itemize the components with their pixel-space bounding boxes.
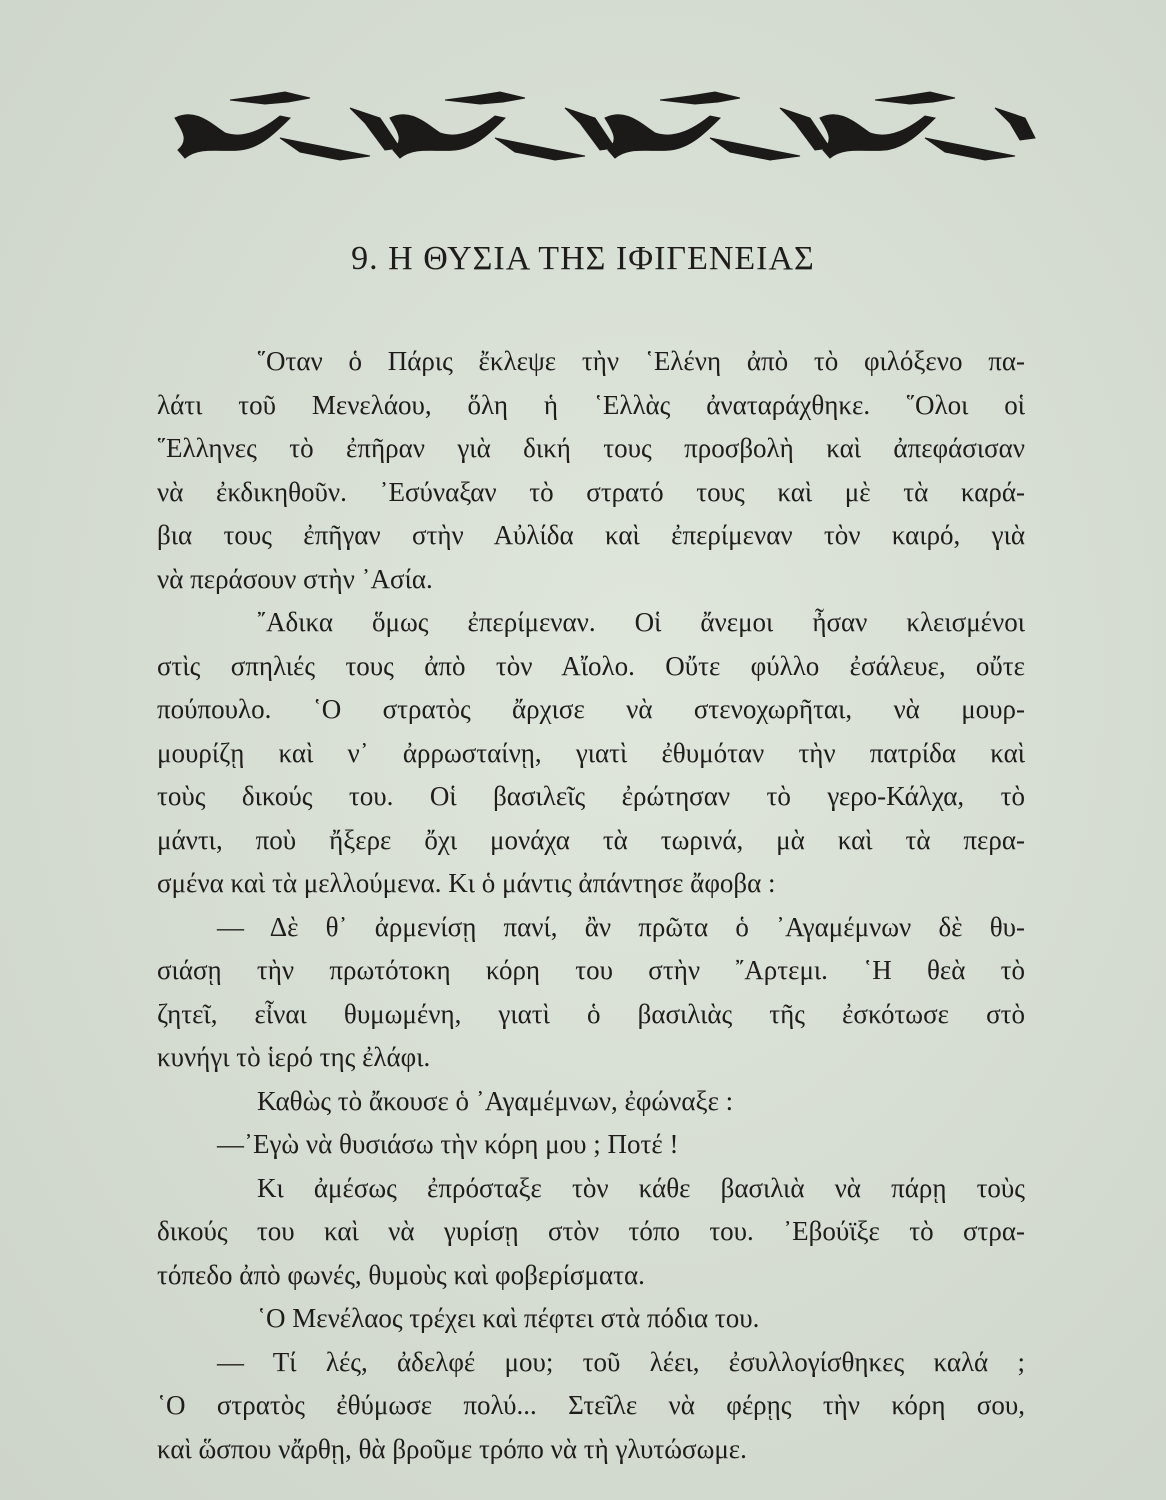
- text-line: τόπεδο ἀπὸ φωνές, θυμοὺς καὶ φοβερίσματα.: [157, 1259, 645, 1290]
- text-line: ῞Ελληνες τὸ ἐπῆραν γιὰ δική τους προσβολὴ καὶ ἀπεφάσισαν: [157, 433, 1025, 463]
- text-line: ῎Αδικα ὅμως ἐπερίμεναν. Οἱ ἄνεμοι ἦσαν κλεισμένοι: [257, 607, 1025, 637]
- text-line: δικούς του καὶ νὰ γυρίσῃ στὸν τόπο του. ᾿Εβούϊξε τὸ στρα-: [157, 1216, 1025, 1246]
- text-line: λάτι τοῦ Μενελάου, ὅλη ἡ ῾Ελλὰς ἀναταράχθηκε. ῞Ολοι οἱ: [157, 389, 1025, 420]
- chapter-number: 9.: [351, 240, 379, 277]
- text-line: —᾿Εγὼ νὰ θυσιάσω τὴν κόρη μου ; Ποτέ !: [217, 1129, 679, 1159]
- text-line: καὶ ὥσπου νἄρθῃ, θὰ βροῦμε τρόπο νὰ τὴ γλυτώσωμε.: [157, 1433, 747, 1464]
- deer-figure-1: [175, 92, 400, 160]
- deer-figure-3: [605, 92, 830, 160]
- text-line: νὰ περάσουν στὴν ᾿Ασία.: [157, 563, 433, 594]
- text-line: ῾Ο στρατὸς ἐθύμωσε πολύ... Στεῖλε νὰ φέρῃς τὴν κόρη σου,: [157, 1390, 1025, 1420]
- text-line: Καθὼς τὸ ἄκουσε ὁ ᾿Αγαμέμνων, ἐφώναξε :: [257, 1085, 734, 1116]
- text-line: σμένα καὶ τὰ μελλούμενα. Κι ὁ μάντις ἀπάντησε ἄφοβα :: [157, 868, 776, 898]
- text-line: — Δὲ θ᾿ ἀρμενίσῃ πανί, ἂν πρῶτα ὁ ᾿Αγαμέμνων δὲ θυ-: [217, 911, 1025, 942]
- text-line: ῾Ο Μενέλαος τρέχει καὶ πέφτει στὰ πόδια του.: [257, 1303, 760, 1333]
- text-line: στὶς σπηλιές τους ἀπὸ τὸν Αἴολο. Οὔτε φύλλο ἐσάλευε, οὔτε: [157, 650, 1025, 681]
- chapter-title-text: Η ΘΥΣΙΑ ΤΗΣ ΙΦΙΓΕΝΕΙΑΣ: [388, 240, 815, 277]
- text-line: μουρίζῃ καὶ ν᾿ ἀρρωσταίνῃ, γιατὶ ἐθυμόταν τὴν πατρίδα καὶ: [157, 737, 1025, 768]
- text-line: κυνήγι τὸ ἱερό της ἐλάφι.: [157, 1042, 431, 1072]
- text-line: — Τί λές, ἀδελφέ μου; τοῦ λέει, ἐσυλλογίσθηκες καλά ;: [217, 1346, 1025, 1377]
- text-line: νὰ ἐκδικηθοῦν. ᾿Εσύναξαν τὸ στρατό τους καὶ μὲ τὰ καρά-: [157, 476, 1025, 507]
- leaping-deer-frieze-icon: [170, 78, 1040, 188]
- text-line: πούπουλο. ῾Ο στρατὸς ἄρχισε νὰ στενοχωρῆται, νὰ μουρ-: [157, 694, 1025, 724]
- chapter-body: [157, 340, 1025, 1471]
- text-line: σιάσῃ τὴν πρωτότοκη κόρη του στὴν ῎Αρτεμι. ῾Η θεὰ τὸ: [157, 955, 1025, 985]
- text-line: βια τους ἐπῆγαν στὴν Αὐλίδα καὶ ἐπερίμεναν τὸν καιρό, γιὰ: [157, 520, 1025, 550]
- text-line: μάντι, ποὺ ἤξερε ὄχι μονάχα τὰ τωρινά, μὰ καὶ τὰ περα-: [157, 824, 1025, 855]
- text-line: τοὺς δικούς του. Οἱ βασιλεῖς ἐρώτησαν τὸ γερο-Κάλχα, τὸ: [157, 781, 1025, 811]
- deer-figure-4: [820, 92, 1035, 160]
- text-line: Κι ἀμέσως ἐπρόσταξε τὸν κάθε βασιλιὰ νὰ πάρῃ τοὺς: [257, 1172, 1025, 1203]
- text-line: ῞Οταν ὁ Πάρις ἔκλεψε τὴν ῾Ελένη ἀπὸ τὸ φιλόξενο πα-: [257, 346, 1025, 376]
- chapter-title: [0, 240, 1166, 278]
- text-line: ζητεῖ, εἶναι θυμωμένη, γιατὶ ὁ βασιλιὰς τῆς ἐσκότωσε στὸ: [157, 998, 1025, 1029]
- deer-figure-2: [390, 92, 615, 160]
